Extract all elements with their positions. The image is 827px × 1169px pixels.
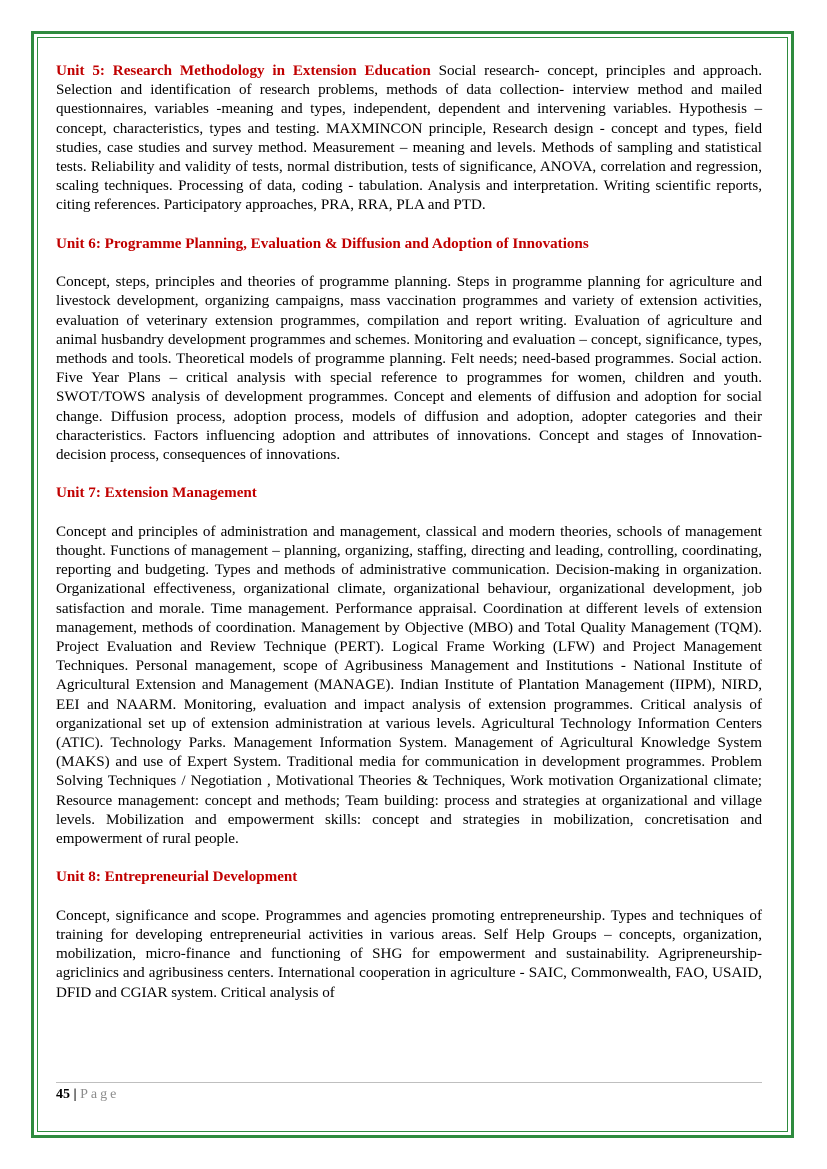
unit-7-text: Concept and principles of administration and management, classical and modern theories, schools of management thought. Functions of management – planning, organizing, staffing, directing and leading, controlling, coordinating, reporting and budgeting. Types and methods of administrative communication. Decision-making in organization. Organizational effectiveness, organizational climate, organizational behaviour, organizational development, job satisfaction and morale. Time management. Performance appraisal. Coordination at different levels of extension management, methods of coordination. Management by Objective (MBO) and Total Quality Management (TQM). Project Evaluation and Review Technique (PERT). Logical Frame Working (LFW) and Project Management Techniques. Personal management, scope of Agribusiness Management and Institutions - National Institute of Agricultural Extension and Management (MANAGE). Indian Institute of Plantation Management (IIPM), NIRD, EEI and NAARM. Monitoring, evaluation and impact analysis of extension programmes. Critical analysis of organizational set up of extension administration at various levels. Agricultural Technology Information Centers (ATIC). Technology Parks. Management Information System. Management of Agricultural Knowledge System (MAKS) and use of Expert System. Traditional media for communication in development programmes. Problem Solving Techniques / Negotiation , Motivational Theories & Techniques, Work motivation Organizational climate; Resource management: concept and methods; Team building: process and strategies at organizational and village levels. Mobilization and empowerment skills: concept and strategies in mobilization, concretisation and empowerment of rural people. [56,523,762,848]
page-number: 45 [56,1087,70,1102]
unit-7-heading: Unit 7: Extension Management [56,485,257,502]
unit-6-heading: Unit 6: Programme Planning, Evaluation & Diffusion and Adoption of Innovations [56,235,589,252]
document-body [56,62,762,1003]
unit-8-text: Concept, significance and scope. Programmes and agencies promoting entrepreneurship. Types and techniques of training for developing entrepreneurial activities in various areas. Self Help Groups – concepts, organization, mobilization, micro-finance and functioning of SHG for empowerment and sustainability. Agripreneurship- agriclinics and agribusiness centers. International cooperation in agriculture - SAIC, Commonwealth, FAO, USAID, DFID and CGIAR system. Critical analysis of [56,907,762,1001]
unit-5-heading: Unit 5: Research Methodology in Extension Education [56,63,431,79]
unit-6-text: Concept, steps, principles and theories of programme planning. Steps in programme planning for agriculture and livestock development, organizing campaigns, mass vaccination programmes and variety of extension activities, evaluation of veterinary extension programmes, compilation and report writing. Evaluation of agriculture and animal husbandry development programmes and schemes. Monitoring and evaluation – concept, significance, types, methods and tools. Theoretical models of programme planning. Felt needs; need-based programmes. Social action. Five Year Plans – critical analysis with special reference to programmes for women, children and youth. SWOT/TOWS analysis of development programmes. Concept and elements of diffusion and adoption for social change. Diffusion process, adoption process, models of diffusion and adoption, adopter categories and their characteristics. Factors influencing adoption and attributes of innovations. Concept and stages of Innovation-decision process, consequences of innovations. [56,274,762,464]
page-footer [56,1082,762,1103]
page-label: Page [80,1087,120,1102]
footer-separator: | [73,1087,77,1102]
unit-5-text: Social research- concept, principles and approach. Selection and identification of research problems, methods of data collection- interview method and mailed questionnaires, variables -meaning and types, independent, dependent and intervening variables. Hypothesis – concept, characteristics, types and testing. MAXMINCON principle, Research design - concept and types, field studies, case studies and survey method. Measurement – meaning and levels. Methods of sampling and statistical tests. Reliability and validity of tests, normal distribution, tests of significance, ANOVA, correlation and regression, scaling techniques. Processing of data, coding - tabulation. Analysis and interpretation. Writing scientific reports, citing references. Participatory approaches, PRA, RRA, PLA and PTD. [56,63,762,214]
unit-5-paragraph [56,62,762,216]
unit-8-heading: Unit 8: Entrepreneurial Development [56,869,298,886]
